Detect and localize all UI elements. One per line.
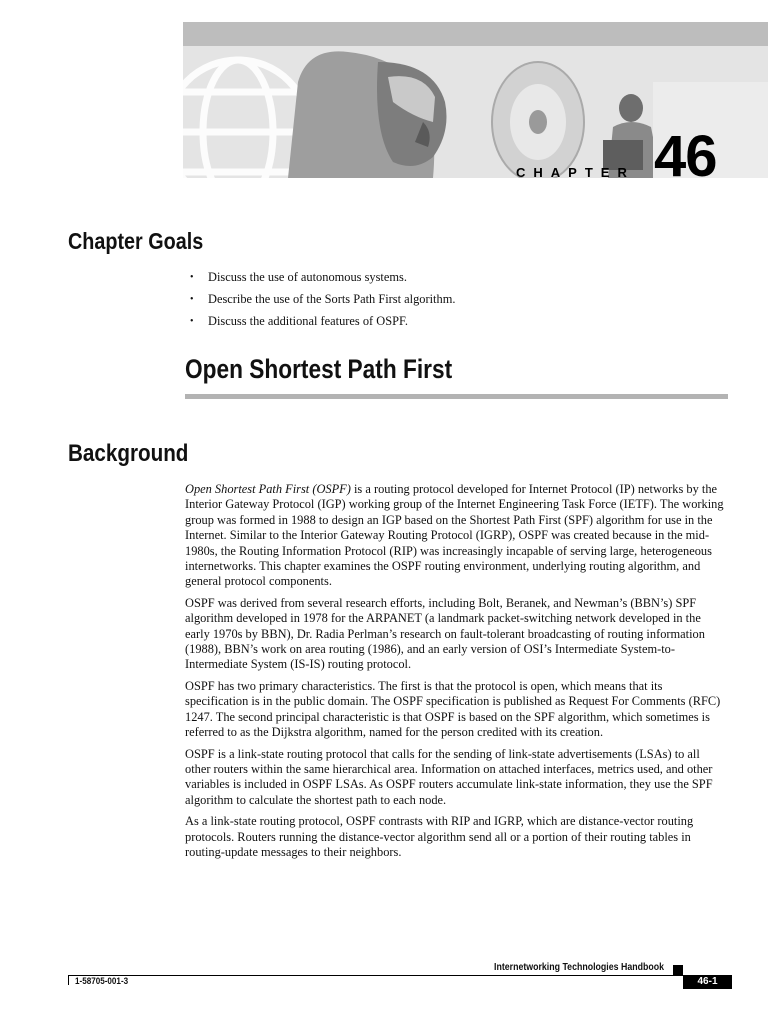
footer-divider	[68, 975, 732, 976]
paragraph: OSPF is a link-state routing protocol that calls for the sending of link-state advertisements (LSAs) to all other routers within the same hierarchical area. Information on attached interfaces, metrics used, and other variables is included in OSPF LSAs. As OSPF routers accumulate link-state information, they use the SPF algorithm to calculate the shortest path to each node.	[185, 746, 713, 807]
chapter-number: 46	[654, 124, 717, 189]
bullet-icon: •	[190, 294, 194, 305]
paragraph-text: is a routing protocol developed for Internet Protocol (IP) networks by the Interior Gateway Protocol (IGP) working group of the Internet Engineering Task Force (IETF). The working group was formed in 1988 to design an IGP based on the Shortest Path First (SPF) algorithm for use in the Internet. Similar to the Interior Gateway Routing Protocol (IGRP), OSPF was created because in the mid-1980s, the Routing Information Protocol (RIP) was increasingly incapable of serving large, heterogeneous internetworks. This chapter examines the OSPF routing environment, underlying routing algorithm, and general protocol components.	[185, 482, 724, 589]
footer-tick	[68, 975, 69, 985]
background-heading: Background	[68, 440, 189, 467]
chapter-goals-heading: Chapter Goals	[68, 228, 204, 254]
list-item	[190, 292, 455, 314]
footer-isbn: 1-58705-001-3	[75, 976, 129, 986]
footer-book-title: Internetworking Technologies Handbook	[494, 962, 664, 973]
list-item	[190, 314, 455, 336]
paragraph	[185, 482, 728, 590]
page-title: Open Shortest Path First	[185, 354, 453, 384]
cd-disc-graphic	[492, 62, 584, 178]
paragraph: As a link-state routing protocol, OSPF contrasts with RIP and IGRP, which are distance-vector routing protocols. Routers running the distance-vector algorithm send all or a portion of their routing tables in routing-update messages to their neighbors.	[185, 814, 694, 859]
goal-text: Discuss the use of autonomous systems.	[208, 270, 407, 284]
paragraph: OSPF was derived from several research efforts, including Bolt, Beranek, and Newman’s (BBN’s) SPF algorithm developed in 1978 for the ARPANET (a landmark packet-switching network developed in the early 1970s by BBN), Dr. Radia Perlman’s research on fault-tolerant broadcasting of routing information (1988), BBN’s work on area routing (1986), and an early version of OSI’s Intermediate System-to-Intermediate System (IS-IS) routing protocol.	[185, 595, 705, 672]
footer-marker	[673, 965, 683, 975]
page-number-badge: 46-1	[683, 975, 732, 989]
goal-text: Describe the use of the Sorts Path First algorithm.	[208, 292, 456, 306]
bullet-icon: •	[190, 316, 194, 327]
chapter-goals-list	[190, 270, 455, 336]
background-body	[185, 482, 728, 866]
chapter-label: CHAPTER	[516, 165, 635, 180]
goal-text: Discuss the additional features of OSPF.	[208, 314, 408, 328]
paragraph: OSPF has two primary characteristics. The first is that the protocol is open, which means that its specification is in the public domain. The OSPF specification is published as Request For Comments (RFC) 1247. The second principal characteristic is that OSPF is based on the SPF algorithm, which sometimes is referred to as the Dijkstra algorithm, named for the person credited with its creation.	[185, 678, 721, 740]
title-divider	[185, 394, 728, 399]
list-item	[190, 270, 455, 292]
bullet-icon: •	[190, 272, 194, 283]
ospf-term: Open Shortest Path First (OSPF)	[185, 482, 351, 496]
